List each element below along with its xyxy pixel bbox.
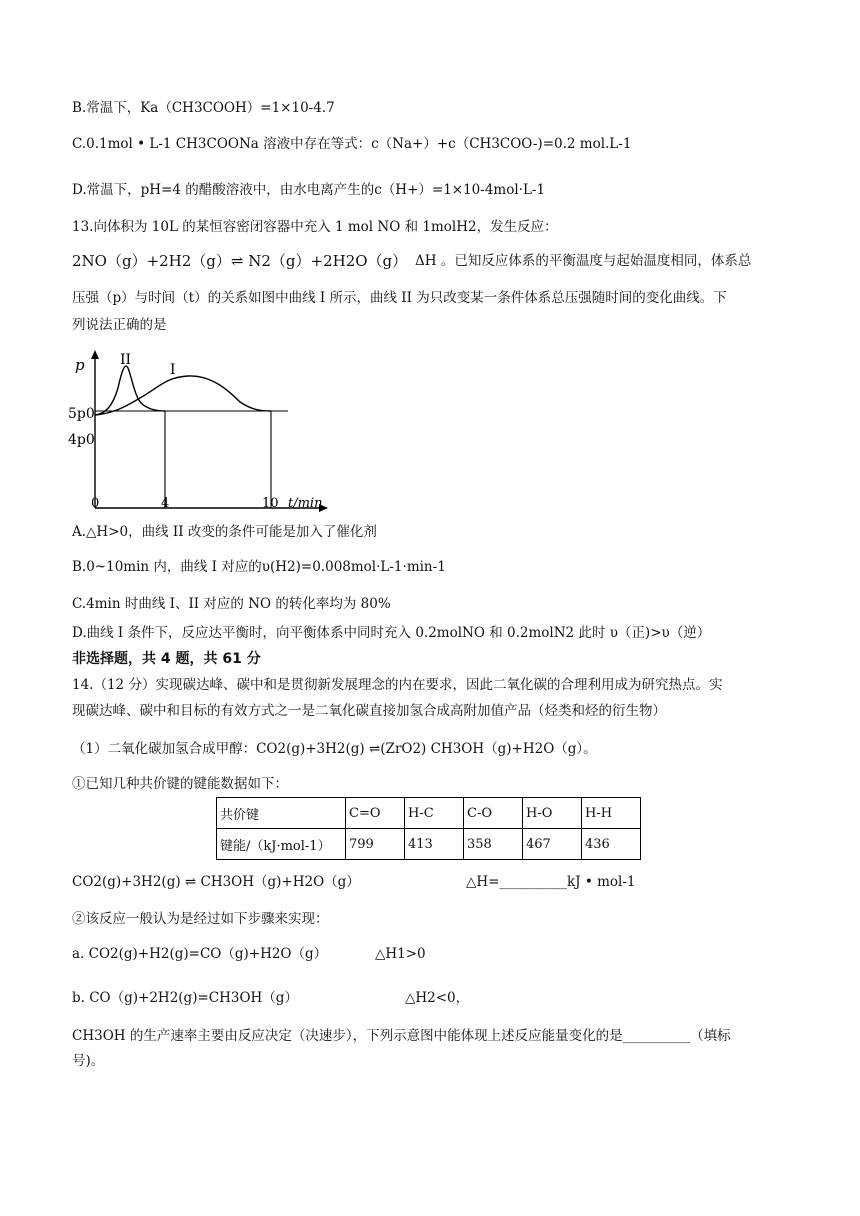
curve-label-II: II — [120, 352, 132, 368]
table-cell: 358 — [464, 829, 523, 860]
q13-equation: 2NO（g）+2H2（g）⇌ N2（g）+2H2O（g） — [72, 252, 408, 270]
q14-step-a-dh: △H1>0 — [375, 946, 426, 962]
y-axis-arrow — [91, 350, 99, 359]
q14-part-1: （1）二氧化碳加氢合成甲醇：CO2(g)+3H2(g) ⇌(ZrO2) CH3OH（g)+H2O（g）。 — [72, 741, 597, 757]
q14-delta-h-blank: △H=__________kJ • mol-1 — [466, 874, 636, 890]
q13-text-3: 列说法正确的是 — [72, 317, 167, 333]
q14-intro-1: 14.（12 分）实现碳达峰、碳中和是贯彻新发展理念的内在要求，因此二氧化碳的合理利用成为研究热点。实 — [72, 677, 723, 693]
table-header-cell: C=O — [346, 798, 405, 829]
table-cell: 467 — [523, 829, 582, 860]
x-tick-10: 10 — [262, 496, 279, 511]
q13-option-a: A.△H>0，曲线 II 改变的条件可能是加入了催化剂 — [72, 524, 377, 540]
q14-step-b-dh: △H2<0， — [405, 990, 470, 1006]
q14-equation-2: CO2(g)+3H2(g) ⇌ CH3OH（g)+H2O（g） — [72, 874, 360, 890]
q14-question-line-1: CH3OH 的生产速率主要由反应决定（决速步），下列示意图中能体现上述反应能量变化的是__________（填标 — [72, 1028, 731, 1044]
y-axis-label: p — [75, 356, 85, 374]
q14-question-line-2: 号)。 — [72, 1053, 105, 1069]
q14-step-b: b. CO（g)+2H2(g)=CH3OH（g） — [72, 990, 298, 1006]
y-tick-4p0: 4p0 — [68, 432, 95, 448]
bond-energy-table — [216, 797, 641, 860]
table-cell: 413 — [405, 829, 464, 860]
q14-sub-2: ②该反应一般认为是经过如下步骤来实现： — [72, 911, 329, 927]
curve-label-I: I — [170, 362, 176, 378]
q13-option-d: D.曲线 I 条件下，反应达平衡时，向平衡体系中同时充入 0.2molNO 和 0.2molN2 此时 υ（正)>υ（逆） — [72, 625, 711, 641]
table-cell: 436 — [582, 829, 641, 860]
q13-text-2: 压强（p）与时间（t）的关系如图中曲线 I 所示，曲线 II 为只改变某一条件体系总压强随时间的变化曲线。下 — [72, 290, 727, 306]
curve-II — [95, 366, 165, 415]
table-cell: 799 — [346, 829, 405, 860]
option-b-q12: B.常温下，Ka（CH3COOH）=1×10-4.7 — [72, 100, 335, 116]
x-tick-0: 0 — [91, 496, 100, 511]
table-header-cell: C-O — [464, 798, 523, 829]
table-header-cell: 共价键 — [217, 798, 346, 829]
curve-I — [95, 376, 271, 415]
q13-intro: 13.向体积为 10L 的某恒容密闭容器中充入 1 mol NO 和 1molH2，发生反应： — [72, 219, 558, 235]
x-axis-label: t/min — [288, 496, 323, 511]
q14-step-a: a. CO2(g)+H2(g)=CO（g)+H2O（g） — [72, 946, 328, 962]
y-tick-5p0: 5p0 — [68, 406, 95, 422]
q13-delta-h: ΔH 。已知反应体系的平衡温度与起始温度相同，体系总 — [415, 253, 752, 269]
table-row — [217, 798, 641, 829]
q14-sub-1: ①已知几种共价键的键能数据如下： — [72, 776, 288, 792]
x-tick-4: 4 — [161, 496, 170, 511]
pressure-time-graph — [66, 348, 336, 516]
option-d-q12: D.常温下，pH=4 的醋酸溶液中，由水电离产生的c（H+）=1×10-4mol·L-1 — [72, 182, 546, 198]
table-header-cell: H-H — [582, 798, 641, 829]
section-header: 非选择题，共 4 题，共 61 分 — [72, 651, 261, 667]
table-header-cell: H-C — [405, 798, 464, 829]
table-row-label: 键能/（kJ·mol-1） — [217, 829, 346, 860]
q14-intro-2: 现碳达峰、碳中和目标的有效方式之一是二氧化碳直接加氢合成高附加值产品（烃类和烃的衍生物） — [72, 703, 666, 719]
q13-option-b: B.0~10min 内，曲线 I 对应的υ(H2)=0.008mol·L-1·min-1 — [72, 559, 446, 575]
option-c-q12: C.0.1mol • L-1 CH3COONa 溶液中存在等式：c（Na+）+c（CH3COO-)=0.2 mol.L-1 — [72, 136, 632, 152]
table-row — [217, 829, 641, 860]
q13-option-c: C.4min 时曲线 I、II 对应的 NO 的转化率均为 80% — [72, 596, 391, 612]
table-header-cell: H-O — [523, 798, 582, 829]
